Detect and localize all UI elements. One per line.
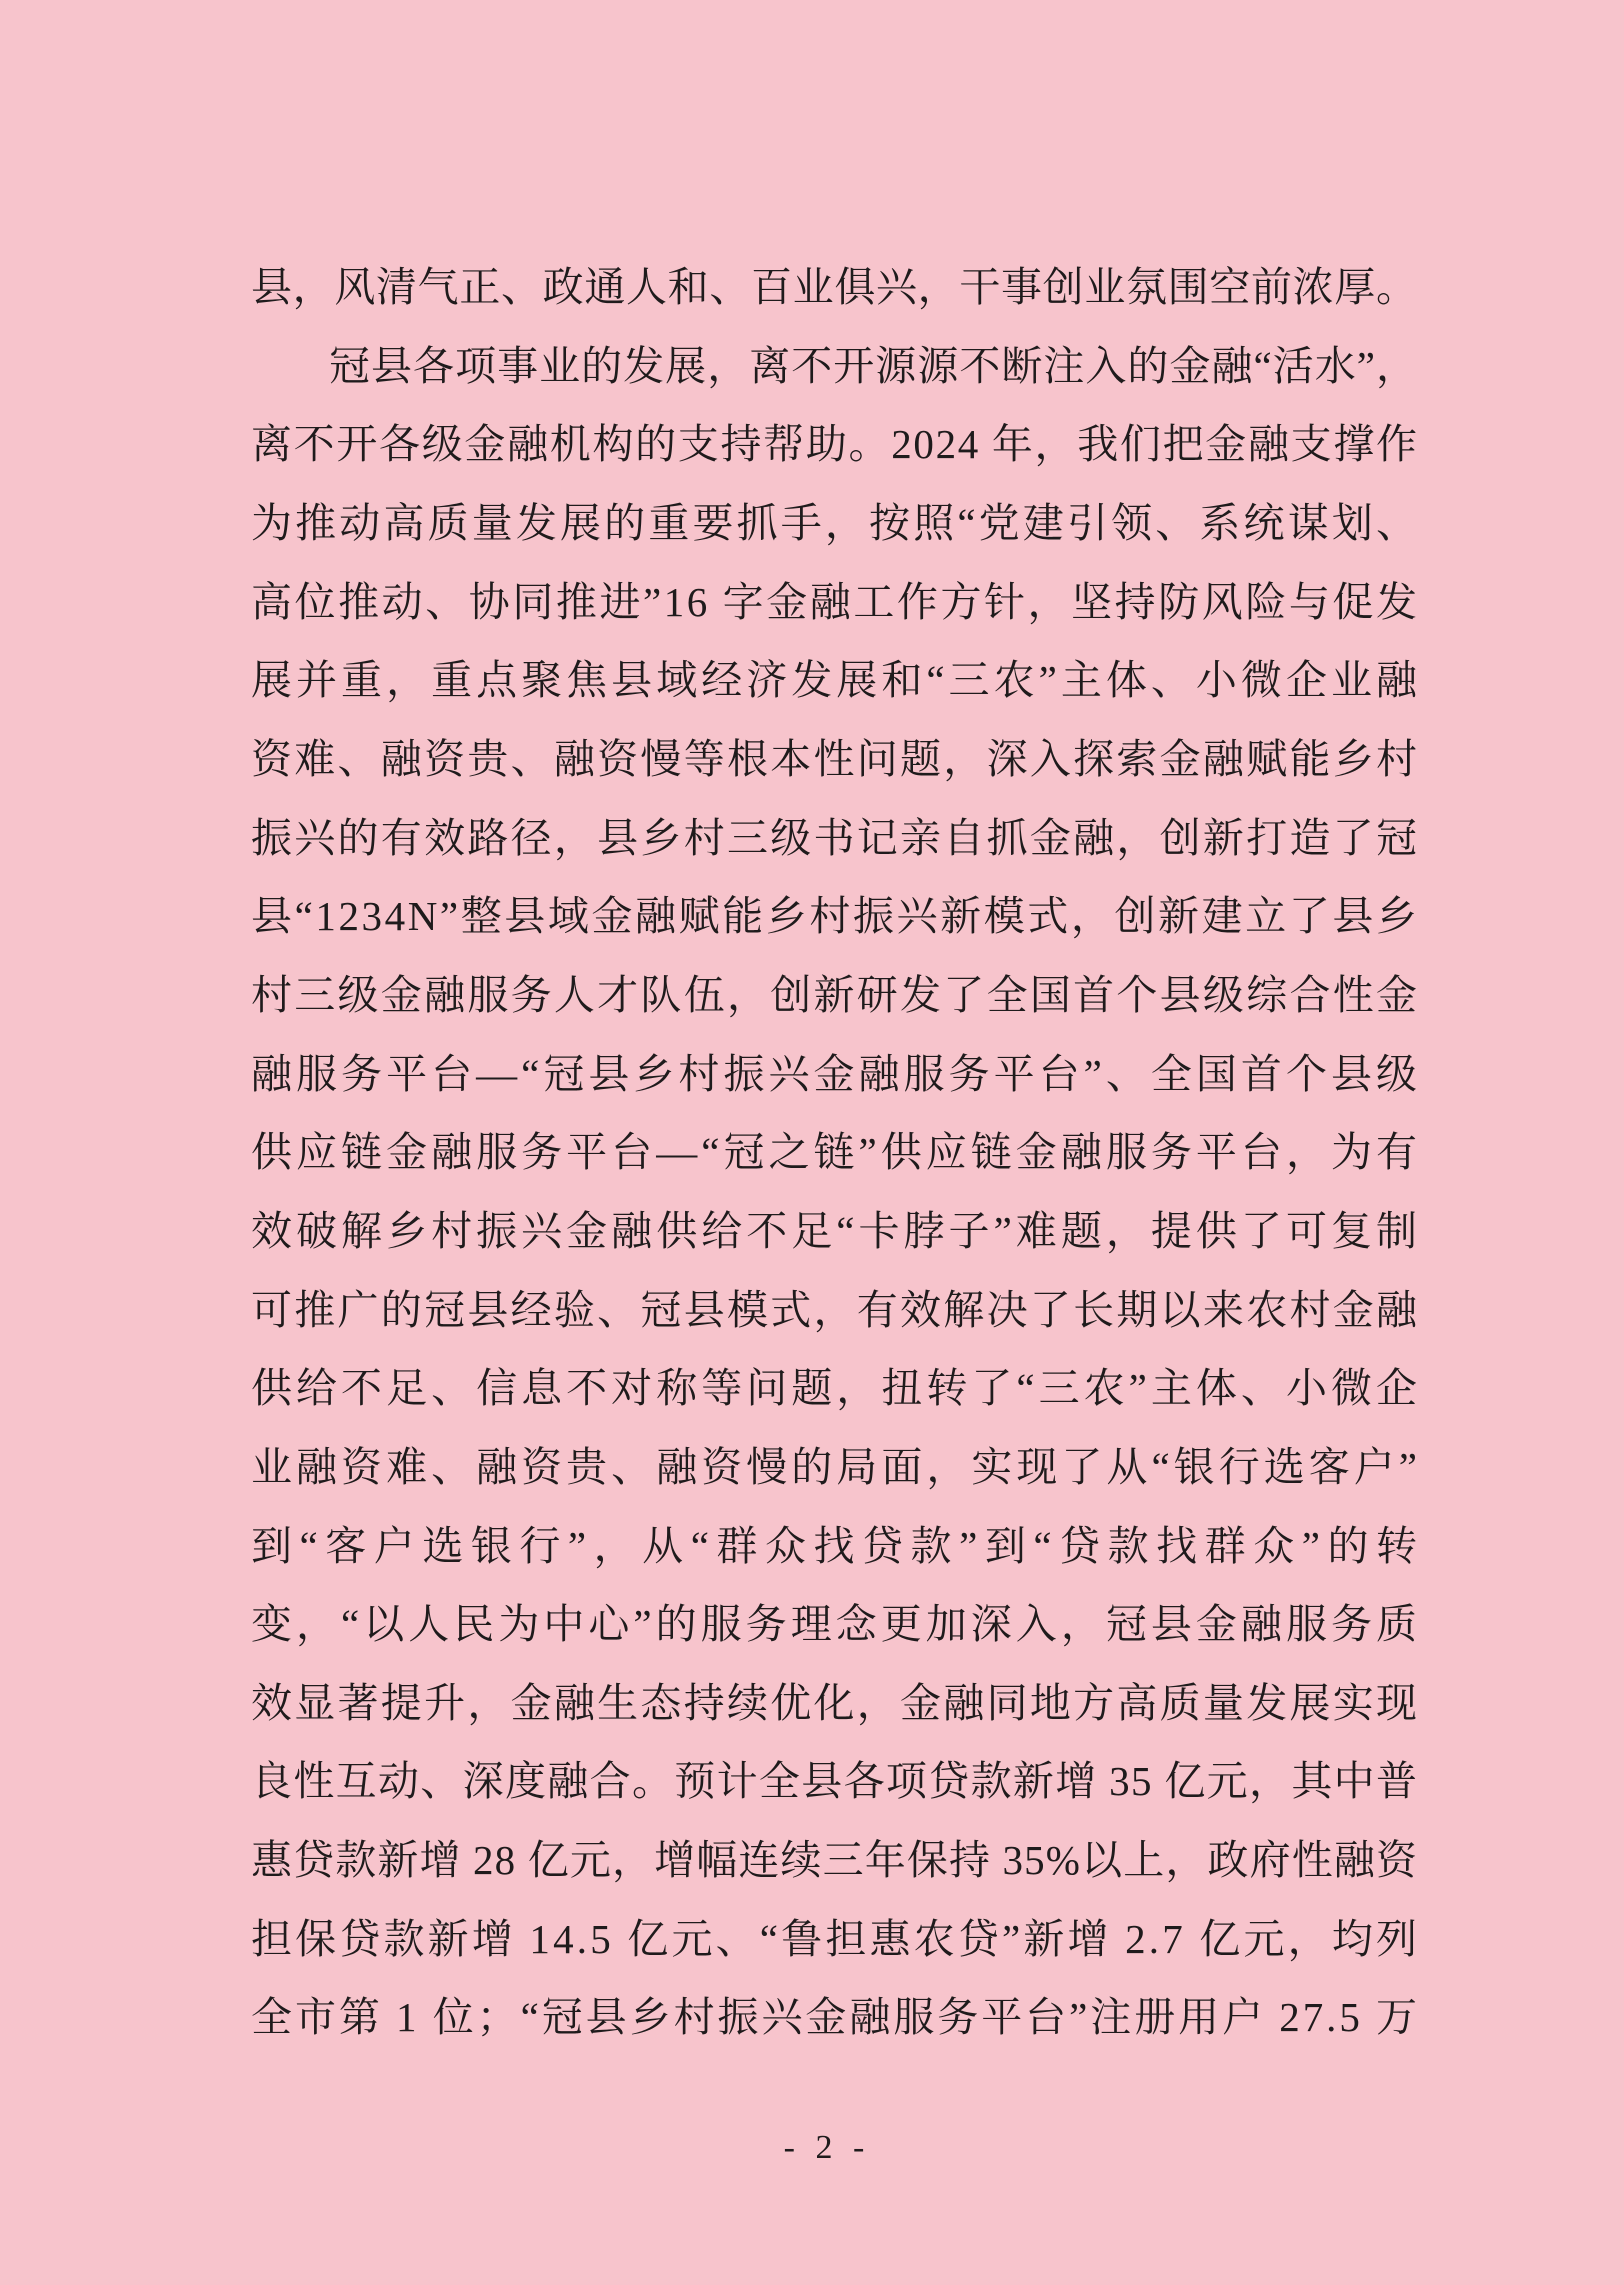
- text-line: 冠县各项事业的发展，离不开源源不断注入的金融“活水”，: [329, 342, 1419, 389]
- text-line: 效破解乡村振兴金融供给不足“卡脖子”难题，提供了可复制: [251, 1207, 1422, 1254]
- text-line: 可推广的冠县经验、冠县模式，有效解决了长期以来农村金融: [251, 1286, 1420, 1333]
- text-line: 展并重，重点聚焦县域经济发展和“三农”主体、小微企业融: [251, 657, 1422, 704]
- text-line: 离不开各级金融机构的支持帮助。2024 年，我们把金融支撑作: [251, 421, 1419, 468]
- text-line: 业融资难、融资贵、融资慢的局面，实现了从“银行选客户”: [251, 1443, 1422, 1490]
- text-line: 全市第 1 位；“冠县乡村振兴金融服务平台”注册用户 27.5 万: [251, 1994, 1420, 2041]
- text-line: 县“1234N”整县域金融赋能乡村振兴新模式，创新建立了县乡: [251, 893, 1420, 940]
- text-line: 为推动高质量发展的重要抓手，按照“党建引领、系统谋划、: [251, 499, 1421, 546]
- text-line: 供给不足、信息不对称等问题，扭转了“三农”主体、小微企: [251, 1365, 1422, 1412]
- text-line: 融服务平台—“冠县乡村振兴金融服务平台”、全国首个县级: [251, 1050, 1422, 1097]
- text-line: 县，风清气正、政通人和、百业俱兴，干事创业氛围空前浓厚。: [251, 264, 1418, 310]
- text-line: 高位推动、协同推进”16 字金融工作方针，坚持防风险与促发: [251, 578, 1420, 625]
- page-number: - 2 -: [783, 2129, 871, 2166]
- text-line: 变，“以人民为中心”的服务理念更加深入，冠县金融服务质: [251, 1601, 1422, 1648]
- text-line: 振兴的有效路径，县乡村三级书记亲自抓金融，创新打造了冠: [251, 814, 1420, 861]
- text-line: 村三级金融服务人才队伍，创新研发了全国首个县级综合性金: [251, 971, 1420, 1018]
- text-line: 良性互动、深度融合。预计全县各项贷款新增 35 亿元，其中普: [251, 1758, 1419, 1805]
- text-line: 效显著提升，金融生态持续优化，金融同地方高质量发展实现: [251, 1679, 1420, 1726]
- text-line: 到“客户选银行”，从“群众找贷款”到“贷款找群众”的转: [251, 1522, 1425, 1569]
- body-text: [251, 248, 1425, 2057]
- text-line: 担保贷款新增 14.5 亿元、“鲁担惠农贷”新增 2.7 亿元，均列: [251, 1915, 1421, 1962]
- text-line: 资难、融资贵、融资慢等根本性问题，深入探索金融赋能乡村: [251, 735, 1420, 782]
- text-line: 惠贷款新增 28 亿元，增幅连续三年保持 35%以上，政府性融资: [251, 1837, 1419, 1884]
- text-line: 供应链金融服务平台—“冠之链”供应链金融服务平台，为有: [251, 1129, 1422, 1176]
